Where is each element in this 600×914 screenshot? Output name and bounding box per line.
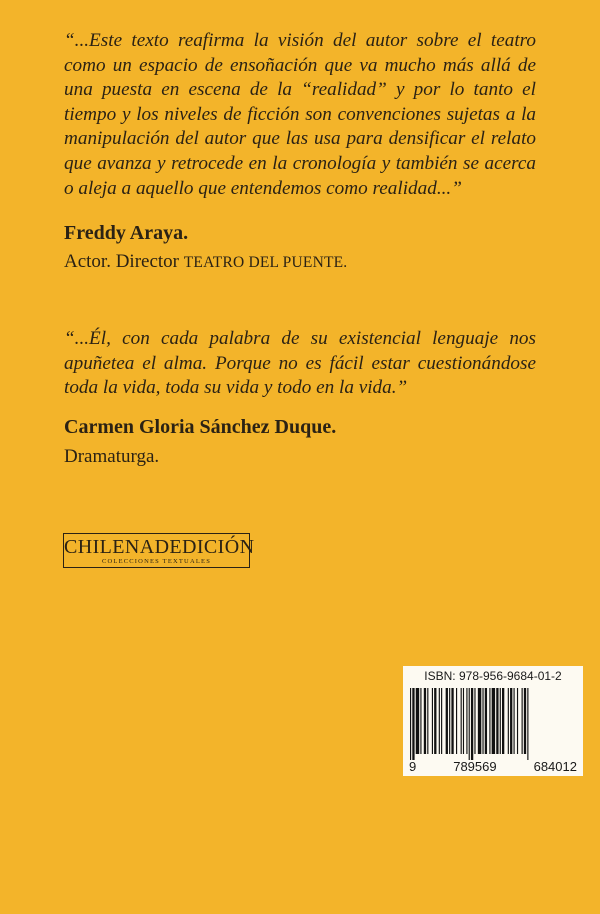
barcode-bar: [456, 688, 457, 754]
quote-role-carmen-gloria: Dramaturga.: [64, 446, 160, 467]
barcode-bar: [492, 688, 495, 754]
quote-role-freddy-araya: [64, 251, 347, 273]
quote-freddy-araya: “...Este texto reafirma la visión del autor sobre el teatro como un espacio de ensoñación que va mucho más allá de una puesta en escena de la “realidad” y por lo tanto el tiempo y los niveles de ficción son convenciones sujetas a la manipulación del autor que las usa para densificar el relato que avanza y retrocede en la cronología y también se acerca o aleja a aquello que entendemos como realidad...”: [64, 30, 536, 199]
isbn-prefix: ISBN:: [424, 669, 456, 683]
barcode-bar: [424, 688, 426, 754]
role-text: Actor. Director: [64, 251, 180, 272]
barcode-bar: [517, 688, 518, 754]
publisher-name: CHILENADEDICIÓN: [64, 536, 255, 558]
barcode-bar: [485, 688, 487, 754]
barcode-bar: [478, 688, 481, 754]
isbn-barcode-box: [403, 666, 583, 776]
quote-carmen-gloria: “...Él, con cada palabra de su existencial lenguaje nos apuñetea el alma. Porque no es fácil estar cuestionándose toda la vida, toda su vida y todo en la vida.”: [64, 328, 536, 399]
quote-author-freddy-araya: Freddy Araya.: [64, 222, 189, 244]
barcode-bar: [427, 688, 428, 754]
barcode-bar: [514, 688, 515, 754]
barcode-bar: [461, 688, 462, 754]
barcode-graphic: [408, 688, 578, 760]
barcode-bar: [508, 688, 509, 754]
barcode-bar: [466, 688, 467, 754]
barcode-bar: [441, 688, 442, 754]
barcode-bar: [489, 688, 490, 754]
barcode-digits: [403, 759, 583, 774]
barcode-bar: [510, 688, 512, 754]
barcode-bar: [482, 688, 483, 754]
barcode-bar: [502, 688, 504, 754]
barcode-bar: [449, 688, 450, 754]
barcode-bar: [446, 688, 448, 754]
barcode-bar: [434, 688, 436, 754]
barcode-bar: [469, 688, 470, 760]
isbn-label: [403, 669, 583, 683]
barcode-digit-left: 789569: [453, 759, 497, 774]
barcode-bar: [416, 688, 419, 754]
barcode-bar: [463, 688, 464, 754]
barcode-bar: [412, 688, 414, 760]
barcode-digit-right: 684012: [533, 759, 577, 774]
publisher-tagline: COLECCIONES TEXTUALES: [101, 558, 212, 565]
publisher-logo: [63, 533, 255, 568]
barcode-bar: [500, 688, 501, 754]
barcode-bar: [474, 688, 475, 754]
barcode-bar: [471, 688, 473, 760]
barcode-bar: [496, 688, 498, 754]
barcode-bar: [522, 688, 523, 754]
barcode-digit-lead: 9: [409, 759, 417, 774]
isbn-number: 978-956-9684-01-2: [458, 669, 562, 683]
barcode-bar: [524, 688, 526, 754]
barcode-bar: [410, 688, 411, 760]
quote-author-carmen-gloria: Carmen Gloria Sánchez Duque.: [64, 416, 337, 438]
barcode-bar: [451, 688, 453, 754]
barcode-bar: [527, 688, 528, 760]
barcode-bar: [420, 688, 421, 754]
barcode-bar: [439, 688, 440, 754]
barcode-bar: [432, 688, 433, 754]
organization-name: TEATRO DEL PUENTE.: [183, 254, 348, 271]
